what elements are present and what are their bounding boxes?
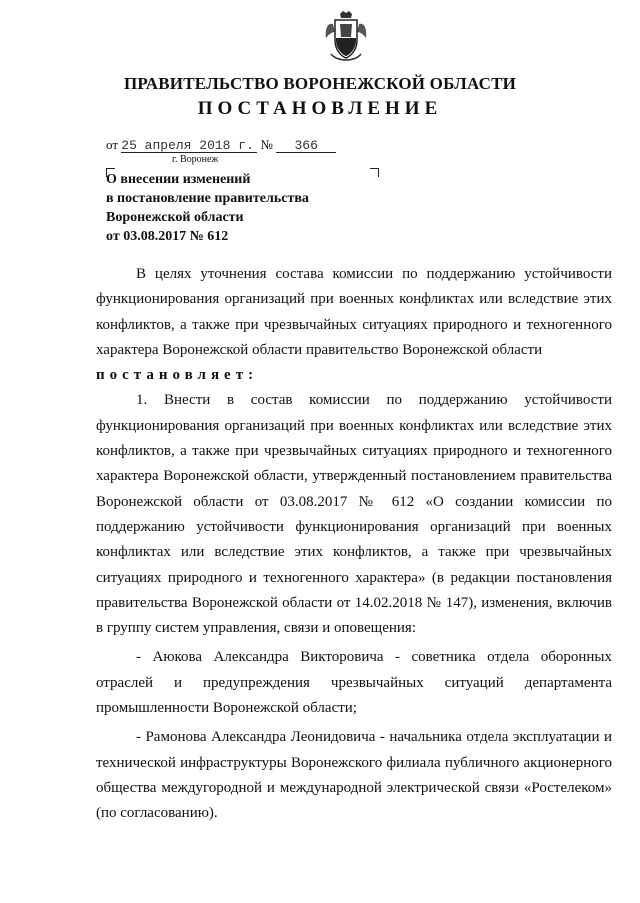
date-prefix: от bbox=[106, 137, 119, 152]
document-subject bbox=[106, 170, 309, 246]
subject-bracket-right bbox=[370, 168, 379, 177]
member-bullet-1: - Аюкова Александра Викторовича - советника отдела оборонных отраслей и предупреждения чрезвычайных ситуаций департамента промышленности Воронежской области; bbox=[96, 649, 612, 717]
subject-line: Воронежской области bbox=[106, 210, 244, 225]
city: г. Воронеж bbox=[172, 154, 219, 165]
subject-line: от 03.08.2017 № 612 bbox=[106, 229, 229, 244]
document-number: 366 bbox=[294, 138, 318, 153]
member-bullet-2: - Рамонова Александра Леонидовича - начальника отдела эксплуатации и технической инфраструктуры Воронежского филиала публичного акционерного общества междугородной и международной электрической связи «Ростелеком» (по согласованию). bbox=[96, 729, 612, 822]
coat-of-arms-icon bbox=[323, 10, 369, 64]
subject-line: в постановление правительства bbox=[106, 191, 309, 206]
document-body bbox=[96, 262, 612, 827]
item-1-paragraph: 1. Внести в состав комиссии по поддержанию устойчивости функционирования организаций при военных конфликтах или вследствие этих конфликтов, а также при чрезвычайных ситуациях природного и техногенного характера Воронежской области, утвержденный постановлением правительства Воронежской области от 03.08.2017 № 612 «О создании комиссии по поддержанию устойчивости функционирования организаций при военных конфликтах или вследствие этих конфликтов, а также при чрезвычайных ситуациях природного и техногенного характера» (в редакции постановления правительства Воронежской области от 14.02.2018 № 147), изменения, включив в группу систем управления, связи и оповещения: bbox=[96, 392, 612, 637]
resolves-word: постановляет: bbox=[96, 367, 259, 384]
subject-line: О внесении изменений bbox=[106, 172, 251, 187]
date-number-line bbox=[106, 137, 336, 153]
organization-title: ПРАВИТЕЛЬСТВО ВОРОНЕЖСКОЙ ОБЛАСТИ bbox=[123, 74, 517, 93]
document-date: 25 апреля 2018 г. bbox=[121, 138, 254, 153]
document-type: ПОСТАНОВЛЕНИЕ bbox=[197, 98, 443, 119]
number-prefix: № bbox=[260, 137, 273, 152]
preamble-paragraph: В целях уточнения состава комиссии по поддержанию устойчивости функционирования организаций при военных конфликтах или вследствие этих конфликтов, а также при чрезвычайных ситуациях природного и техногенного характера Воронежской области правительство Воронежской области bbox=[96, 266, 612, 358]
